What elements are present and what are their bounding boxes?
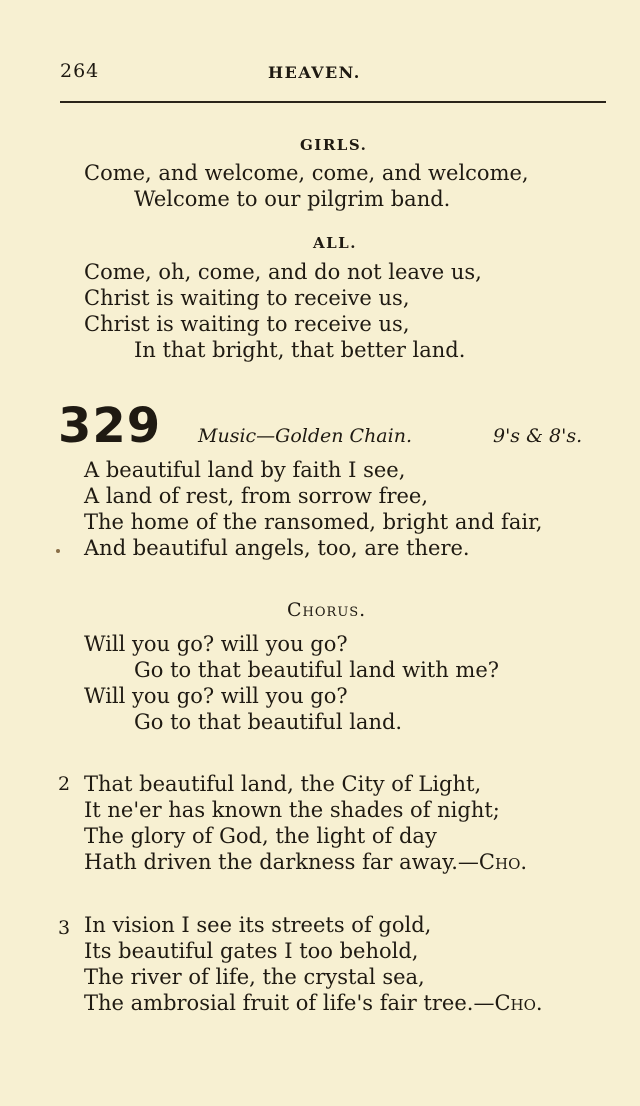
verse3-line: The river of life, the crystal sea, bbox=[84, 965, 425, 989]
page-header-title: HEAVEN. bbox=[268, 63, 361, 82]
verse3-number: 3 bbox=[58, 917, 71, 939]
girls-line: Come, and welcome, come, and welcome, bbox=[84, 161, 529, 185]
chorus-line: Go to that beautiful land with me? bbox=[134, 658, 500, 682]
meter: 9's & 8's. bbox=[493, 425, 583, 447]
verse2-line: That beautiful land, the City of Light, bbox=[84, 772, 482, 796]
chorus-line: Go to that beautiful land. bbox=[134, 710, 403, 734]
verse1-line: A land of rest, from sorrow free, bbox=[84, 484, 429, 508]
verse3-line: In vision I see its streets of gold, bbox=[84, 913, 432, 937]
verse1-line: A beautiful land by faith I see, bbox=[84, 458, 406, 482]
verse3-line bbox=[84, 990, 543, 1016]
verse2-line-text: Hath driven the darkness far away.— bbox=[84, 850, 479, 874]
girls-line: Welcome to our pilgrim band. bbox=[134, 187, 451, 211]
verse1-line: And beautiful angels, too, are there. bbox=[84, 536, 470, 560]
all-line: Come, oh, come, and do not leave us, bbox=[84, 260, 482, 284]
music-tune: Music—Golden Chain. bbox=[198, 425, 412, 447]
header-rule bbox=[60, 101, 606, 103]
chorus-tag: Cho. bbox=[494, 991, 543, 1015]
chorus-tag: Cho. bbox=[478, 850, 528, 874]
chorus-line: Will you go? will you go? bbox=[84, 684, 348, 708]
page-number: 264 bbox=[60, 60, 100, 82]
hymn-number: 329 bbox=[58, 398, 162, 454]
verse1-line: The home of the ransomed, bright and fair, bbox=[84, 510, 543, 534]
chorus-line: Will you go? will you go? bbox=[84, 632, 348, 656]
verse3-line-text: The ambrosial fruit of life's fair tree.— bbox=[84, 991, 495, 1015]
verse3-line: Its beautiful gates I too behold, bbox=[84, 939, 419, 963]
speaker-girls: GIRLS. bbox=[300, 136, 368, 154]
all-line: Christ is waiting to receive us, bbox=[84, 286, 410, 310]
verse2-number: 2 bbox=[58, 773, 71, 795]
verse2-line: It ne'er has known the shades of night; bbox=[84, 798, 500, 822]
all-line: Christ is waiting to receive us, bbox=[84, 312, 410, 336]
all-line: In that bright, that better land. bbox=[134, 338, 466, 362]
verse2-line bbox=[84, 849, 527, 875]
ink-speck bbox=[56, 549, 60, 553]
verse2-line: The glory of God, the light of day bbox=[84, 824, 437, 848]
speaker-all: ALL. bbox=[313, 234, 357, 252]
chorus-heading: Chorus. bbox=[287, 599, 367, 621]
